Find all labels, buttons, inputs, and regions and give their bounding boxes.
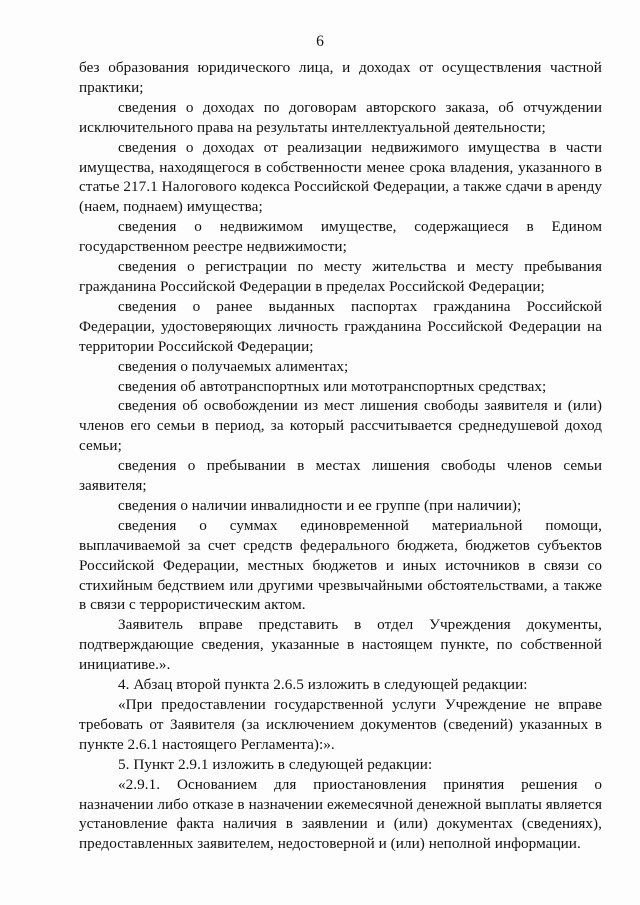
- document-body: [79, 58, 602, 854]
- paragraph: сведения об освобождении из мест лишения свободы заявителя и (или) членов его семьи в период, за который рассчитывается среднедушевой доход семьи;: [79, 397, 602, 455]
- paragraph: сведения о суммах единовременной материальной помощи, выплачиваемой за счет средств федерального бюджета, бюджетов субъектов Российской Федерации, местных бюджетов и иных источников в связи со стихийным бедствием или другими чрезвычайными обстоятельствами, а также в связи с террористическим актом.: [79, 516, 602, 614]
- paragraph: сведения о ранее выданных паспортах гражданина Российской Федерации, удостоверяющих личность гражданина Российской Федерации на территории Российской Федерации;: [79, 297, 602, 355]
- paragraph: «2.9.1. Основанием для приостановления принятия решения о назначении либо отказе в назначении ежемесячной денежной выплаты является установление факта наличия в заявлении и (или) документах (сведениях), предоставленных заявителем, недостоверной и (или) неполной информации.: [79, 775, 602, 853]
- paragraph: сведения о доходах от реализации недвижимого имущества в части имущества, находящегося в собственности менее срока владения, указанного в статье 217.1 Налогового кодекса Российской Федерации, а также сдачи в аренду (наем, поднаем) имущества;: [79, 138, 602, 216]
- paragraph: «При предоставлении государственной услуги Учреждение не вправе требовать от Заявителя (за исключением документов (сведений) указанных в пункте 2.6.1 настоящего Регламента):».: [79, 696, 602, 753]
- paragraph: сведения об автотранспортных или мототранспортных средствах;: [118, 377, 547, 395]
- paragraph: сведения о недвижимом имуществе, содержащиеся в Едином государственном реестре недвижимости;: [79, 218, 602, 256]
- paragraph: Заявитель вправе представить в отдел Учреждения документы, подтверждающие сведения, указанные в настоящем пункте, по собственной инициативе.».: [79, 616, 602, 674]
- paragraph: без образования юридического лица, и доходах от осуществления частной практики;: [79, 59, 602, 96]
- paragraph: 4. Абзац второй пункта 2.6.5 изложить в следующей редакции:: [118, 676, 528, 694]
- paragraph: 5. Пункт 2.9.1 изложить в следующей редакции:: [118, 755, 433, 773]
- paragraph: сведения о пребывании в местах лишения свободы членов семьи заявителя;: [79, 457, 602, 495]
- paragraph: сведения о получаемых алиментах;: [118, 357, 349, 375]
- paragraph: сведения о регистрации по месту жительства и месту пребывания гражданина Российской Федерации в пределах Российской Федерации;: [79, 258, 602, 295]
- paragraph: сведения о наличии инвалидности и ее группе (при наличии);: [118, 496, 522, 514]
- paragraph: сведения о доходах по договорам авторского заказа, об отчуждении исключительного права на результаты интеллектуальной деятельности;: [79, 98, 602, 136]
- page-number: 6: [316, 33, 324, 50]
